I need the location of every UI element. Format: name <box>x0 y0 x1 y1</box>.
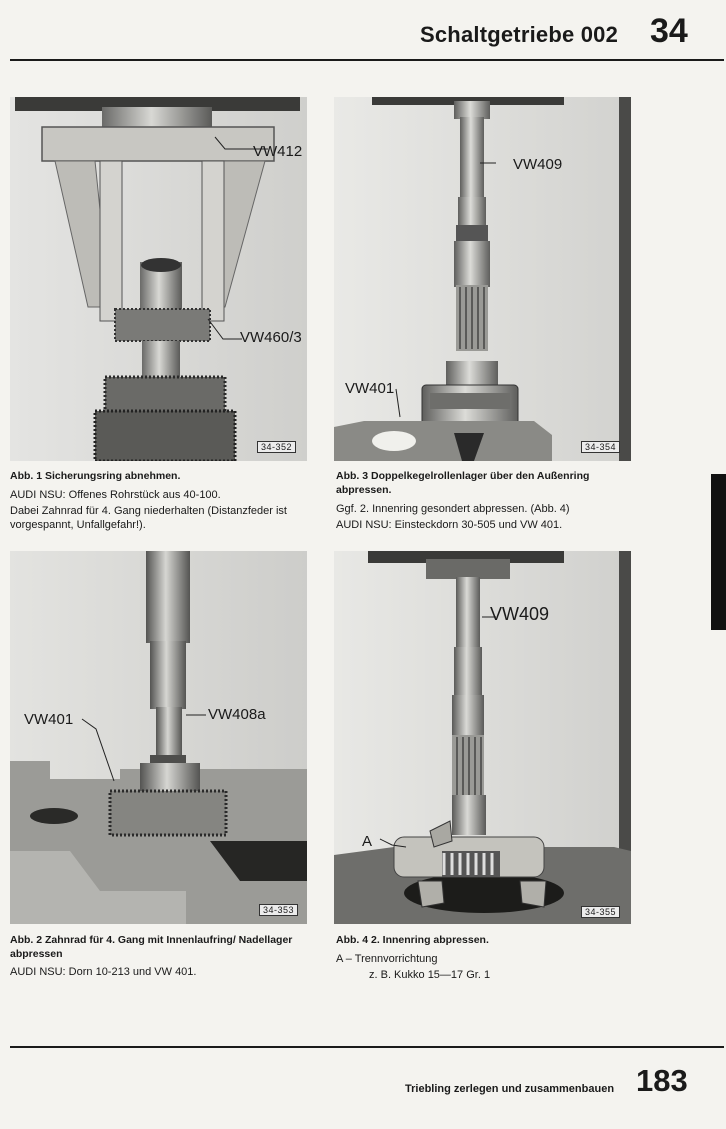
figure-1-caption-title: Abb. 1 Sicherungsring abnehmen. <box>10 470 181 482</box>
figure-3-callout-vw409: VW409 <box>513 156 563 173</box>
footer-chapter-title: Triebling zerlegen und zusammenbauen <box>405 1083 615 1095</box>
figure-4-caption-title: Abb. 4 2. Innenring abpressen. <box>336 934 489 946</box>
figure-4-photo <box>334 551 631 924</box>
figure-3-caption-body <box>336 502 636 534</box>
figure-1-callout-vw460-3: VW460/3 <box>240 329 302 346</box>
figure-2-callout-vw408a: VW408a <box>208 706 266 723</box>
figure-1-caption-body <box>10 488 310 534</box>
figure-4-callout-vw409: VW409 <box>490 604 550 624</box>
figure-3-caption-title: Abb. 3 Doppelkegelrollenlager über den Außenring abpressen. <box>336 470 590 496</box>
figure-4-caption-body <box>336 952 636 984</box>
page-header-title: Schaltgetriebe 002 <box>420 22 619 47</box>
page-number: 183 <box>636 1063 688 1098</box>
figure-4-caption-line: A – Trennvorrichtung <box>336 953 438 965</box>
figure-1-caption-line: AUDI NSU: Offenes Rohrstück aus 40-100. <box>10 489 221 501</box>
figure-2-ref-number: 34-353 <box>259 904 298 916</box>
figure-2-callout-vw401: VW401 <box>24 711 74 728</box>
footer-rule <box>10 1046 724 1048</box>
figure-2-caption-title: Abb. 2 Zahnrad für 4. Gang mit Innenlaufring/ Nadellager abpressen <box>10 934 293 960</box>
figure-4-callout-a: A <box>362 833 373 850</box>
figure-3-ref-number: 34-354 <box>581 441 620 453</box>
figure-4-caption-line: z. B. Kukko 15—17 Gr. 1 <box>369 969 491 981</box>
figure-3-caption-line: AUDI NSU: Einsteckdorn 30-505 und VW 401. <box>336 519 563 531</box>
figure-1-caption-line: Dabei Zahnrad für 4. Gang niederhalten (Distanzfeder ist vorgespannt, Unfallgefahr!). <box>10 505 287 531</box>
figure-4-ref-number: 34-355 <box>581 906 620 918</box>
figure-2-photo <box>10 551 307 924</box>
thumb-tab-marker <box>711 474 726 630</box>
figure-1-ref-number: 34-352 <box>257 441 296 453</box>
figure-3-caption-line: Ggf. 2. Innenring gesondert abpressen. (Abb. 4) <box>336 503 570 515</box>
figure-2-caption-body <box>10 965 310 981</box>
figure-2-caption-line: AUDI NSU: Dorn 10-213 und VW 401. <box>10 966 197 978</box>
figure-3-photo <box>334 97 631 461</box>
figure-3-callout-vw401: VW401 <box>345 380 395 397</box>
section-number: 34 <box>650 12 688 50</box>
figure-1-callout-vw412: VW412 <box>253 143 303 160</box>
header-rule <box>10 59 724 61</box>
